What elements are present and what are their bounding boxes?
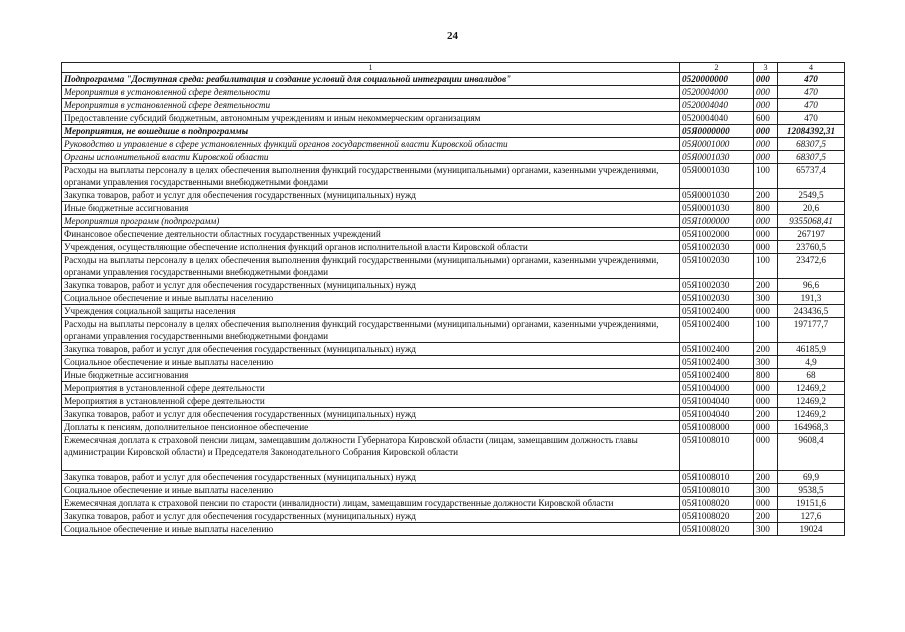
- row-amount: 23472,6: [778, 254, 845, 279]
- row-name: Расходы на выплаты персоналу в целях обеспечения выполнения функций государственными (муниципальными) органами, казенными учреждениями, органами управления государственными внебюджетными фондами: [62, 254, 680, 279]
- row-name: Социальное обеспечение и иные выплаты населению: [62, 356, 680, 369]
- row-amount: 20,6: [778, 202, 845, 215]
- row-code: 05Я1008020: [680, 497, 754, 510]
- row-amount: 164968,3: [778, 421, 845, 434]
- row-type: 000: [754, 241, 778, 254]
- row-amount: 470: [778, 73, 845, 86]
- table-row: [62, 254, 845, 279]
- row-code: 05Я1002400: [680, 343, 754, 356]
- table-row: [62, 164, 845, 189]
- table-row: [62, 395, 845, 408]
- table-row: [62, 408, 845, 421]
- row-name: Закупка товаров, работ и услуг для обеспечения государственных (муниципальных) нужд: [62, 189, 680, 202]
- table-row: [62, 215, 845, 228]
- row-name: Финансовое обеспечение деятельности областных государственных учреждений: [62, 228, 680, 241]
- row-amount: 12469,2: [778, 382, 845, 395]
- row-code: 05Я1002400: [680, 318, 754, 343]
- row-name: Мероприятия в установленной сфере деятельности: [62, 99, 680, 112]
- row-code: 05Я1002400: [680, 369, 754, 382]
- row-type: 000: [754, 125, 778, 138]
- row-name: Закупка товаров, работ и услуг для обеспечения государственных (муниципальных) нужд: [62, 343, 680, 356]
- row-type: 000: [754, 305, 778, 318]
- row-code: 05Я0001000: [680, 138, 754, 151]
- row-type: 000: [754, 86, 778, 99]
- header-col-3: 3: [754, 63, 778, 73]
- row-amount: 470: [778, 86, 845, 99]
- table-row: [62, 189, 845, 202]
- table-row: [62, 228, 845, 241]
- table-row: [62, 151, 845, 164]
- table-row: [62, 86, 845, 99]
- header-col-1: 1: [62, 63, 680, 73]
- row-amount: 68307,5: [778, 138, 845, 151]
- row-name: Мероприятия в установленной сфере деятельности: [62, 395, 680, 408]
- row-name: Ежемесячная доплата к страховой пенсии по старости (инвалидности) лицам, замещавшим государственные должности Кировской области: [62, 497, 680, 510]
- row-type: 300: [754, 484, 778, 497]
- row-code: 05Я0000000: [680, 125, 754, 138]
- row-code: 05Я1008020: [680, 523, 754, 536]
- row-type: 200: [754, 510, 778, 523]
- row-amount: 65737,4: [778, 164, 845, 189]
- table-body: [62, 73, 845, 536]
- row-code: 05Я1002400: [680, 305, 754, 318]
- table-row: [62, 434, 845, 471]
- table-row: [62, 99, 845, 112]
- row-amount: 68307,5: [778, 151, 845, 164]
- row-type: 300: [754, 356, 778, 369]
- table-row: [62, 523, 845, 536]
- table-row: [62, 138, 845, 151]
- table-row: [62, 305, 845, 318]
- row-name: Мероприятия в установленной сфере деятельности: [62, 86, 680, 99]
- row-name: Ежемесячная доплата к страховой пенсии лицам, замещавшим должности Губернатора Кировской области (лицам, замещавшим должность главы администрации Кировской области) и Председателя Законодательного Собрания Кировской области: [62, 434, 680, 471]
- row-amount: 197177,7: [778, 318, 845, 343]
- row-amount: 470: [778, 99, 845, 112]
- row-amount: 267197: [778, 228, 845, 241]
- row-type: 800: [754, 202, 778, 215]
- row-type: 000: [754, 395, 778, 408]
- row-name: Органы исполнительной власти Кировской области: [62, 151, 680, 164]
- table-row: [62, 241, 845, 254]
- row-amount: 12469,2: [778, 395, 845, 408]
- row-name: Учреждения, осуществляющие обеспечение исполнения функций органов исполнительной власти Кировской области: [62, 241, 680, 254]
- row-type: 100: [754, 164, 778, 189]
- row-type: 200: [754, 343, 778, 356]
- row-type: 800: [754, 369, 778, 382]
- row-name: Закупка товаров, работ и услуг для обеспечения государственных (муниципальных) нужд: [62, 408, 680, 421]
- row-code: 0520004040: [680, 99, 754, 112]
- row-name: Иные бюджетные ассигнования: [62, 369, 680, 382]
- row-type: 200: [754, 408, 778, 421]
- row-type: 000: [754, 434, 778, 471]
- row-code: 05Я1004000: [680, 382, 754, 395]
- row-type: 100: [754, 254, 778, 279]
- row-amount: 19151,6: [778, 497, 845, 510]
- page-number: 24: [447, 30, 458, 42]
- row-type: 200: [754, 189, 778, 202]
- row-type: 000: [754, 215, 778, 228]
- row-code: 05Я1002030: [680, 279, 754, 292]
- row-name: Закупка товаров, работ и услуг для обеспечения государственных (муниципальных) нужд: [62, 279, 680, 292]
- row-code: 05Я1004040: [680, 408, 754, 421]
- table-row: [62, 510, 845, 523]
- row-amount: 23760,5: [778, 241, 845, 254]
- row-name: Расходы на выплаты персоналу в целях обеспечения выполнения функций государственными (муниципальными) органами, казенными учреждениями, органами управления государственными внебюджетными фондами: [62, 318, 680, 343]
- table-row: [62, 471, 845, 484]
- row-type: 200: [754, 471, 778, 484]
- row-name: Закупка товаров, работ и услуг для обеспечения государственных (муниципальных) нужд: [62, 471, 680, 484]
- row-code: 05Я1002000: [680, 228, 754, 241]
- row-amount: 243436,5: [778, 305, 845, 318]
- table-row: [62, 369, 845, 382]
- row-type: 300: [754, 523, 778, 536]
- row-code: 05Я0001030: [680, 202, 754, 215]
- table-row: [62, 112, 845, 125]
- row-type: 000: [754, 99, 778, 112]
- row-code: 05Я1002030: [680, 241, 754, 254]
- row-type: 000: [754, 382, 778, 395]
- row-code: 05Я0001030: [680, 151, 754, 164]
- row-name: Доплаты к пенсиям, дополнительное пенсионное обеспечение: [62, 421, 680, 434]
- row-name: Предоставление субсидий бюджетным, автономным учреждениям и иным некоммерческим организациям: [62, 112, 680, 125]
- header-col-4: 4: [778, 63, 845, 73]
- row-amount: 470: [778, 112, 845, 125]
- row-amount: 46185,9: [778, 343, 845, 356]
- row-amount: 4,9: [778, 356, 845, 369]
- row-amount: 69,9: [778, 471, 845, 484]
- row-name: Руководство и управление в сфере установленных функций органов государственной власти Кировской области: [62, 138, 680, 151]
- row-code: 05Я1008010: [680, 471, 754, 484]
- row-name: Мероприятия, не вошедшие в подпрограммы: [62, 125, 680, 138]
- row-type: 000: [754, 228, 778, 241]
- row-amount: 2549,5: [778, 189, 845, 202]
- row-amount: 12084392,31: [778, 125, 845, 138]
- row-amount: 12469,2: [778, 408, 845, 421]
- table-row: [62, 356, 845, 369]
- row-name: Социальное обеспечение и иные выплаты населению: [62, 523, 680, 536]
- row-code: 05Я1000000: [680, 215, 754, 228]
- row-name: Учреждения социальной защиты населения: [62, 305, 680, 318]
- row-type: 000: [754, 151, 778, 164]
- row-code: 05Я1004040: [680, 395, 754, 408]
- table-row: [62, 343, 845, 356]
- row-amount: 9608,4: [778, 434, 845, 471]
- row-code: 0520000000: [680, 73, 754, 86]
- row-code: 05Я1008010: [680, 484, 754, 497]
- row-amount: 127,6: [778, 510, 845, 523]
- row-code: 0520004000: [680, 86, 754, 99]
- row-type: 300: [754, 292, 778, 305]
- row-code: 05Я0001030: [680, 189, 754, 202]
- budget-table: [61, 62, 845, 536]
- row-code: 0520004040: [680, 112, 754, 125]
- table-row: [62, 318, 845, 343]
- table-row: [62, 202, 845, 215]
- row-type: 600: [754, 112, 778, 125]
- row-name: Мероприятия в установленной сфере деятельности: [62, 382, 680, 395]
- row-code: 05Я1002030: [680, 254, 754, 279]
- row-name: Мероприятия программ (подпрограмм): [62, 215, 680, 228]
- row-amount: 68: [778, 369, 845, 382]
- table-row: [62, 73, 845, 86]
- row-code: 05Я1002030: [680, 292, 754, 305]
- row-type: 200: [754, 279, 778, 292]
- row-code: 05Я1008000: [680, 421, 754, 434]
- table-row: [62, 292, 845, 305]
- table-row: [62, 382, 845, 395]
- table-row: [62, 484, 845, 497]
- table-row: [62, 125, 845, 138]
- row-amount: 191,3: [778, 292, 845, 305]
- row-type: 000: [754, 138, 778, 151]
- row-name: Подпрограмма "Доступная среда: реабилитация и создание условий для социальной интеграции инвалидов": [62, 73, 680, 86]
- row-amount: 9538,5: [778, 484, 845, 497]
- table-row: [62, 279, 845, 292]
- row-code: 05Я1008020: [680, 510, 754, 523]
- table-row: [62, 497, 845, 510]
- row-code: 05Я1008010: [680, 434, 754, 471]
- row-name: Расходы на выплаты персоналу в целях обеспечения выполнения функций государственными (муниципальными) органами, казенными учреждениями, органами управления государственными внебюджетными фондами: [62, 164, 680, 189]
- row-amount: 9355068,41: [778, 215, 845, 228]
- row-type: 100: [754, 318, 778, 343]
- row-type: 000: [754, 421, 778, 434]
- row-name: Социальное обеспечение и иные выплаты населению: [62, 484, 680, 497]
- row-code: 05Я1002400: [680, 356, 754, 369]
- row-name: Закупка товаров, работ и услуг для обеспечения государственных (муниципальных) нужд: [62, 510, 680, 523]
- table-row: [62, 421, 845, 434]
- row-amount: 19024: [778, 523, 845, 536]
- header-row: [62, 63, 845, 73]
- header-col-2: 2: [680, 63, 754, 73]
- row-type: 000: [754, 73, 778, 86]
- row-amount: 96,6: [778, 279, 845, 292]
- row-code: 05Я0001030: [680, 164, 754, 189]
- row-name: Социальное обеспечение и иные выплаты населению: [62, 292, 680, 305]
- row-type: 000: [754, 497, 778, 510]
- row-name: Иные бюджетные ассигнования: [62, 202, 680, 215]
